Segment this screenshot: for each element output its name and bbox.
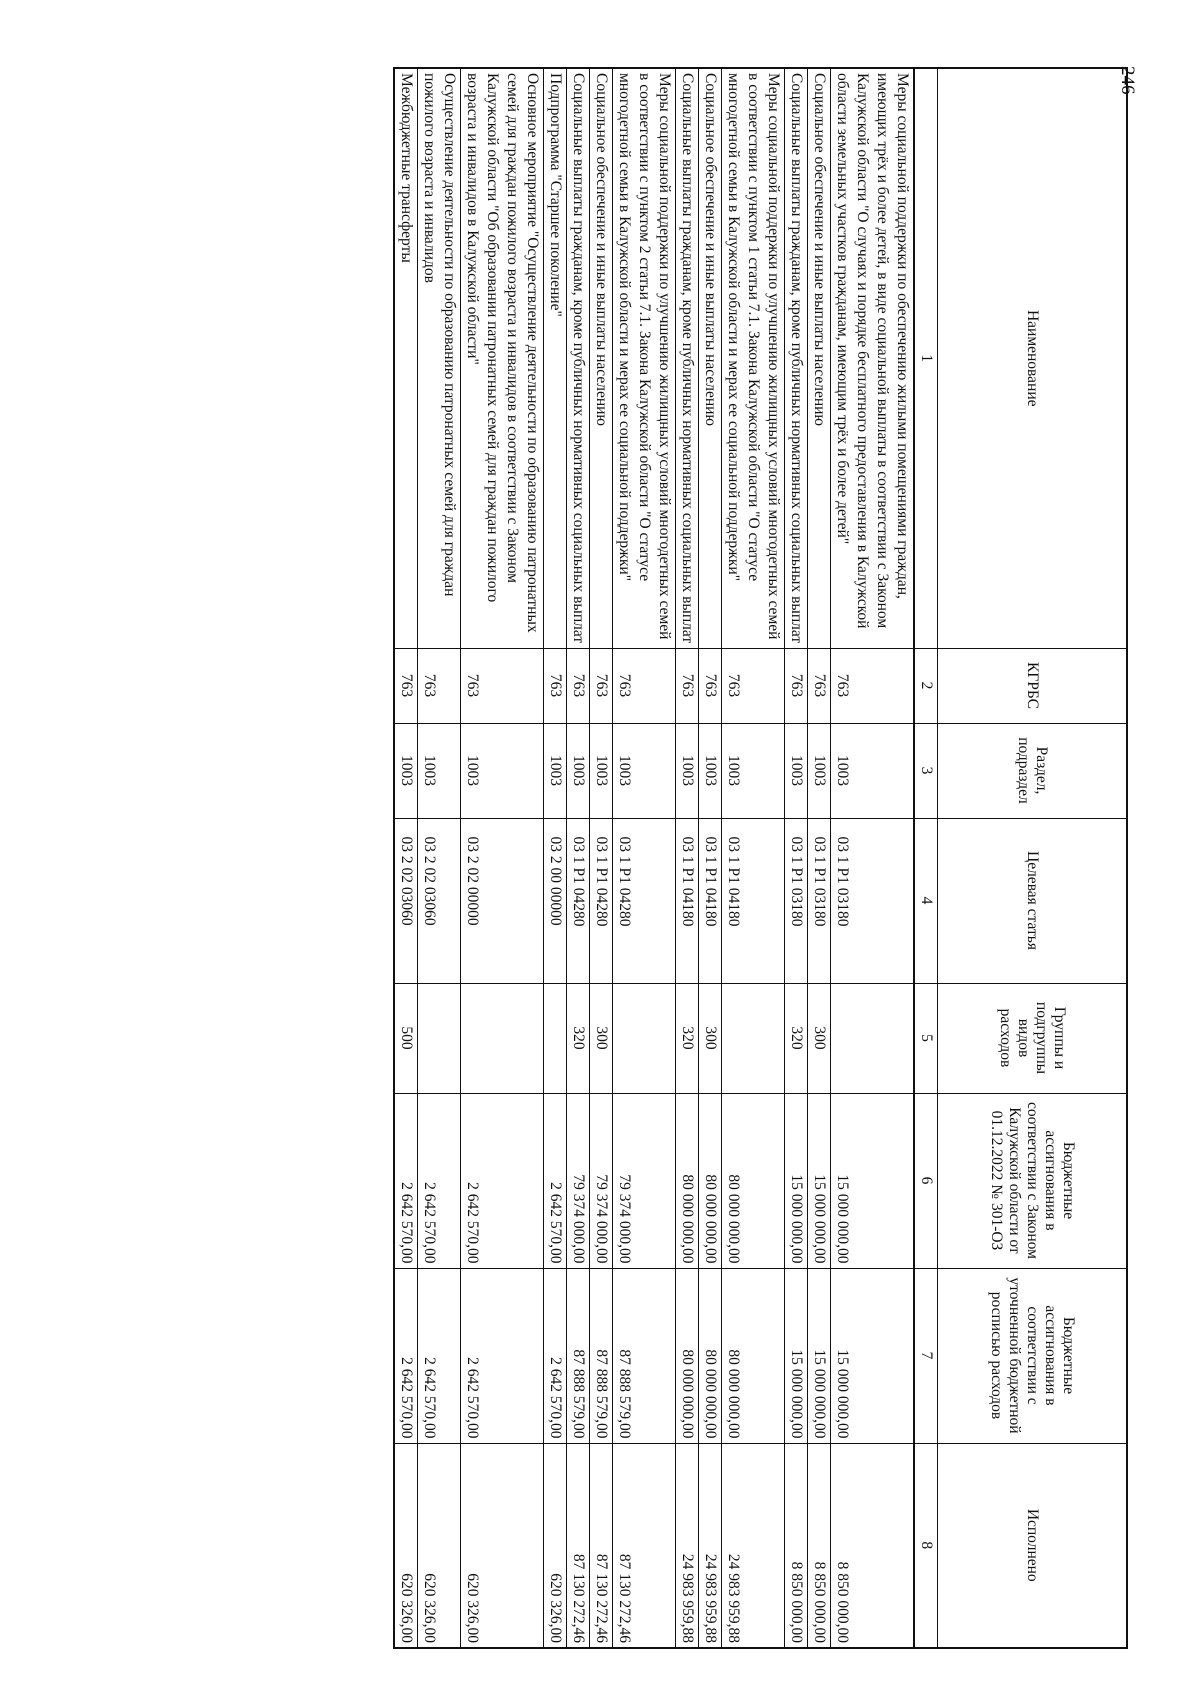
row-refined-allocation: 80 000 000,00 xyxy=(676,1268,699,1443)
col-header-section: Раздел, подраздел xyxy=(938,723,1128,818)
row-name: Подпрограмма "Старшее поколение" xyxy=(544,68,567,648)
row-executed: 620 326,00 xyxy=(394,1443,418,1648)
column-number-row xyxy=(914,68,938,1648)
row-target-article: 03 1 Р1 04280 xyxy=(567,818,590,983)
col-header-name: Наименование xyxy=(938,68,1128,648)
row-name: Меры социальной поддержки по улучшению жилищных условий многодетных семей в соответствии с пунктом 1 статьи 7.1. Закона Калужской области "О статусе многодетной семьи в Калужской области и мерах ее социальной поддержки" xyxy=(722,68,785,648)
row-expense-group xyxy=(418,983,461,1093)
row-law-allocation: 80 000 000,00 xyxy=(676,1093,699,1268)
row-grbs-code: 763 xyxy=(831,648,915,723)
row-name: Социальные выплаты гражданам, кроме публичных нормативных социальных выплат xyxy=(567,68,590,648)
col-number: 4 xyxy=(914,818,938,983)
table-body xyxy=(394,68,914,1648)
row-law-allocation: 79 374 000,00 xyxy=(567,1093,590,1268)
row-grbs-code: 763 xyxy=(567,648,590,723)
row-expense-group: 500 xyxy=(394,983,418,1093)
row-law-allocation: 2 642 570,00 xyxy=(418,1093,461,1268)
row-executed: 620 326,00 xyxy=(418,1443,461,1648)
row-executed: 8 850 000,00 xyxy=(785,1443,808,1648)
row-target-article: 03 1 Р1 03180 xyxy=(808,818,831,983)
row-grbs-code: 763 xyxy=(722,648,785,723)
table-row xyxy=(831,68,915,1648)
row-section-code: 1003 xyxy=(461,723,544,818)
row-expense-group xyxy=(831,983,915,1093)
row-expense-group: 320 xyxy=(785,983,808,1093)
row-name: Осуществление деятельности по образованию патронатных семей для граждан пожилого возраста и инвалидов xyxy=(418,68,461,648)
row-name: Социальное обеспечение и иные выплаты населению xyxy=(808,68,831,648)
row-name: Меры социальной поддержки по улучшению жилищных условий многодетных семей в соответствии с пунктом 2 статьи 7.1. Закона Калужской области "О статусе многодетной семьи в Калужской области и мерах ее социальной поддержки" xyxy=(613,68,676,648)
row-expense-group xyxy=(613,983,676,1093)
row-target-article: 03 2 02 03060 xyxy=(418,818,461,983)
row-executed: 8 850 000,00 xyxy=(808,1443,831,1648)
row-grbs-code: 763 xyxy=(544,648,567,723)
row-executed: 87 130 272,46 xyxy=(590,1443,613,1648)
row-expense-group: 300 xyxy=(808,983,831,1093)
col-header-executed: Исполнено xyxy=(938,1443,1128,1648)
row-expense-group: 320 xyxy=(567,983,590,1093)
row-target-article: 03 1 Р1 04280 xyxy=(613,818,676,983)
row-section-code: 1003 xyxy=(808,723,831,818)
row-section-code: 1003 xyxy=(676,723,699,818)
row-executed: 620 326,00 xyxy=(461,1443,544,1648)
row-name: Социальное обеспечение и иные выплаты населению xyxy=(699,68,722,648)
row-section-code: 1003 xyxy=(567,723,590,818)
rotated-table-container xyxy=(108,67,1128,1647)
row-refined-allocation: 87 888 579,00 xyxy=(613,1268,676,1443)
row-law-allocation: 15 000 000,00 xyxy=(808,1093,831,1268)
row-executed: 8 850 000,00 xyxy=(831,1443,915,1648)
col-number: 6 xyxy=(914,1093,938,1268)
row-refined-allocation: 87 888 579,00 xyxy=(567,1268,590,1443)
row-section-code: 1003 xyxy=(418,723,461,818)
table-row xyxy=(394,68,418,1648)
row-target-article: 03 1 Р1 04280 xyxy=(590,818,613,983)
row-refined-allocation: 2 642 570,00 xyxy=(461,1268,544,1443)
row-target-article: 03 1 Р1 03180 xyxy=(785,818,808,983)
page-number: 246 xyxy=(1117,66,1138,95)
col-number: 2 xyxy=(914,648,938,723)
row-refined-allocation: 80 000 000,00 xyxy=(699,1268,722,1443)
row-expense-group xyxy=(461,983,544,1093)
row-executed: 24 983 959,88 xyxy=(699,1443,722,1648)
col-number: 7 xyxy=(914,1268,938,1443)
row-section-code: 1003 xyxy=(722,723,785,818)
row-section-code: 1003 xyxy=(590,723,613,818)
row-law-allocation: 15 000 000,00 xyxy=(831,1093,915,1268)
table-row xyxy=(808,68,831,1648)
row-name: Социальное обеспечение и иные выплаты населению xyxy=(590,68,613,648)
row-refined-allocation: 87 888 579,00 xyxy=(590,1268,613,1443)
row-grbs-code: 763 xyxy=(613,648,676,723)
row-law-allocation: 2 642 570,00 xyxy=(544,1093,567,1268)
table-row xyxy=(590,68,613,1648)
row-target-article: 03 1 Р1 03180 xyxy=(831,818,915,983)
row-target-article: 03 2 00 00000 xyxy=(544,818,567,983)
row-name: Социальные выплаты гражданам, кроме публичных нормативных социальных выплат xyxy=(785,68,808,648)
col-number: 3 xyxy=(914,723,938,818)
row-executed: 87 130 272,46 xyxy=(567,1443,590,1648)
row-executed: 87 130 272,46 xyxy=(613,1443,676,1648)
row-expense-group xyxy=(544,983,567,1093)
col-header-grbs: КГРБС xyxy=(938,648,1128,723)
table-row xyxy=(567,68,590,1648)
row-executed: 24 983 959,88 xyxy=(676,1443,699,1648)
row-refined-allocation: 15 000 000,00 xyxy=(785,1268,808,1443)
budget-table xyxy=(393,67,1128,1649)
col-number: 1 xyxy=(914,68,938,648)
table-row xyxy=(722,68,785,1648)
table-row xyxy=(544,68,567,1648)
row-law-allocation: 80 000 000,00 xyxy=(722,1093,785,1268)
row-grbs-code: 763 xyxy=(676,648,699,723)
table-row xyxy=(676,68,699,1648)
row-expense-group: 320 xyxy=(676,983,699,1093)
row-target-article: 03 1 Р1 04180 xyxy=(699,818,722,983)
row-target-article: 03 1 Р1 04180 xyxy=(676,818,699,983)
row-name: Межбюджетные трансферты xyxy=(394,68,418,648)
row-expense-group xyxy=(722,983,785,1093)
row-executed: 620 326,00 xyxy=(544,1443,567,1648)
row-refined-allocation: 15 000 000,00 xyxy=(808,1268,831,1443)
row-law-allocation: 2 642 570,00 xyxy=(394,1093,418,1268)
row-section-code: 1003 xyxy=(544,723,567,818)
row-expense-group: 300 xyxy=(699,983,722,1093)
row-refined-allocation: 80 000 000,00 xyxy=(722,1268,785,1443)
col-number: 8 xyxy=(914,1443,938,1648)
row-refined-allocation: 15 000 000,00 xyxy=(831,1268,915,1443)
row-refined-allocation: 2 642 570,00 xyxy=(544,1268,567,1443)
col-header-article: Целевая статья xyxy=(938,818,1128,983)
row-grbs-code: 763 xyxy=(590,648,613,723)
row-section-code: 1003 xyxy=(831,723,915,818)
row-section-code: 1003 xyxy=(394,723,418,818)
row-section-code: 1003 xyxy=(785,723,808,818)
header-row xyxy=(938,68,1128,1648)
col-header-refined-allocation: Бюджетные ассигнования в соответствии с уточненной бюджетной росписью расходов xyxy=(938,1268,1128,1443)
row-law-allocation: 80 000 000,00 xyxy=(699,1093,722,1268)
row-name: Меры социальной поддержки по обеспечению жилыми помещениями граждан, имеющих трёх и более детей, в виде социальной выплаты в соответствии с Законом Калужской области "О случаях и порядке бесплатного предоставления в Калужской области земельных участков гражданам, имеющим трёх и более детей" xyxy=(831,68,915,648)
row-law-allocation: 2 642 570,00 xyxy=(461,1093,544,1268)
row-grbs-code: 763 xyxy=(394,648,418,723)
row-expense-group: 300 xyxy=(590,983,613,1093)
row-law-allocation: 79 374 000,00 xyxy=(613,1093,676,1268)
col-header-law-allocation: Бюджетные ассигнования в соответствии с Законом Калужской области от 01.12.2022 № 301-ОЗ xyxy=(938,1093,1128,1268)
row-grbs-code: 763 xyxy=(808,648,831,723)
row-law-allocation: 15 000 000,00 xyxy=(785,1093,808,1268)
row-target-article: 03 1 Р1 04180 xyxy=(722,818,785,983)
table-row xyxy=(699,68,722,1648)
row-grbs-code: 763 xyxy=(785,648,808,723)
row-name: Социальные выплаты гражданам, кроме публичных нормативных социальных выплат xyxy=(676,68,699,648)
row-grbs-code: 763 xyxy=(418,648,461,723)
row-name: Основное мероприятие "Осуществление деятельности по образованию патронатных семей для граждан пожилого возраста и инвалидов в соответствии с Законом Калужской области "Об образовании патронатных семей для граждан пожилого возраста и инвалидов в Калужской области" xyxy=(461,68,544,648)
table-row xyxy=(785,68,808,1648)
row-executed: 24 983 959,88 xyxy=(722,1443,785,1648)
row-refined-allocation: 2 642 570,00 xyxy=(418,1268,461,1443)
row-section-code: 1003 xyxy=(613,723,676,818)
row-target-article: 03 2 02 03060 xyxy=(394,818,418,983)
row-target-article: 03 2 02 00000 xyxy=(461,818,544,983)
row-grbs-code: 763 xyxy=(699,648,722,723)
table-row xyxy=(418,68,461,1648)
row-law-allocation: 79 374 000,00 xyxy=(590,1093,613,1268)
table-row xyxy=(613,68,676,1648)
row-refined-allocation: 2 642 570,00 xyxy=(394,1268,418,1443)
table-row xyxy=(461,68,544,1648)
row-grbs-code: 763 xyxy=(461,648,544,723)
col-header-expense-group: Группы и подгруппы видов расходов xyxy=(938,983,1128,1093)
col-number: 5 xyxy=(914,983,938,1093)
row-section-code: 1003 xyxy=(699,723,722,818)
